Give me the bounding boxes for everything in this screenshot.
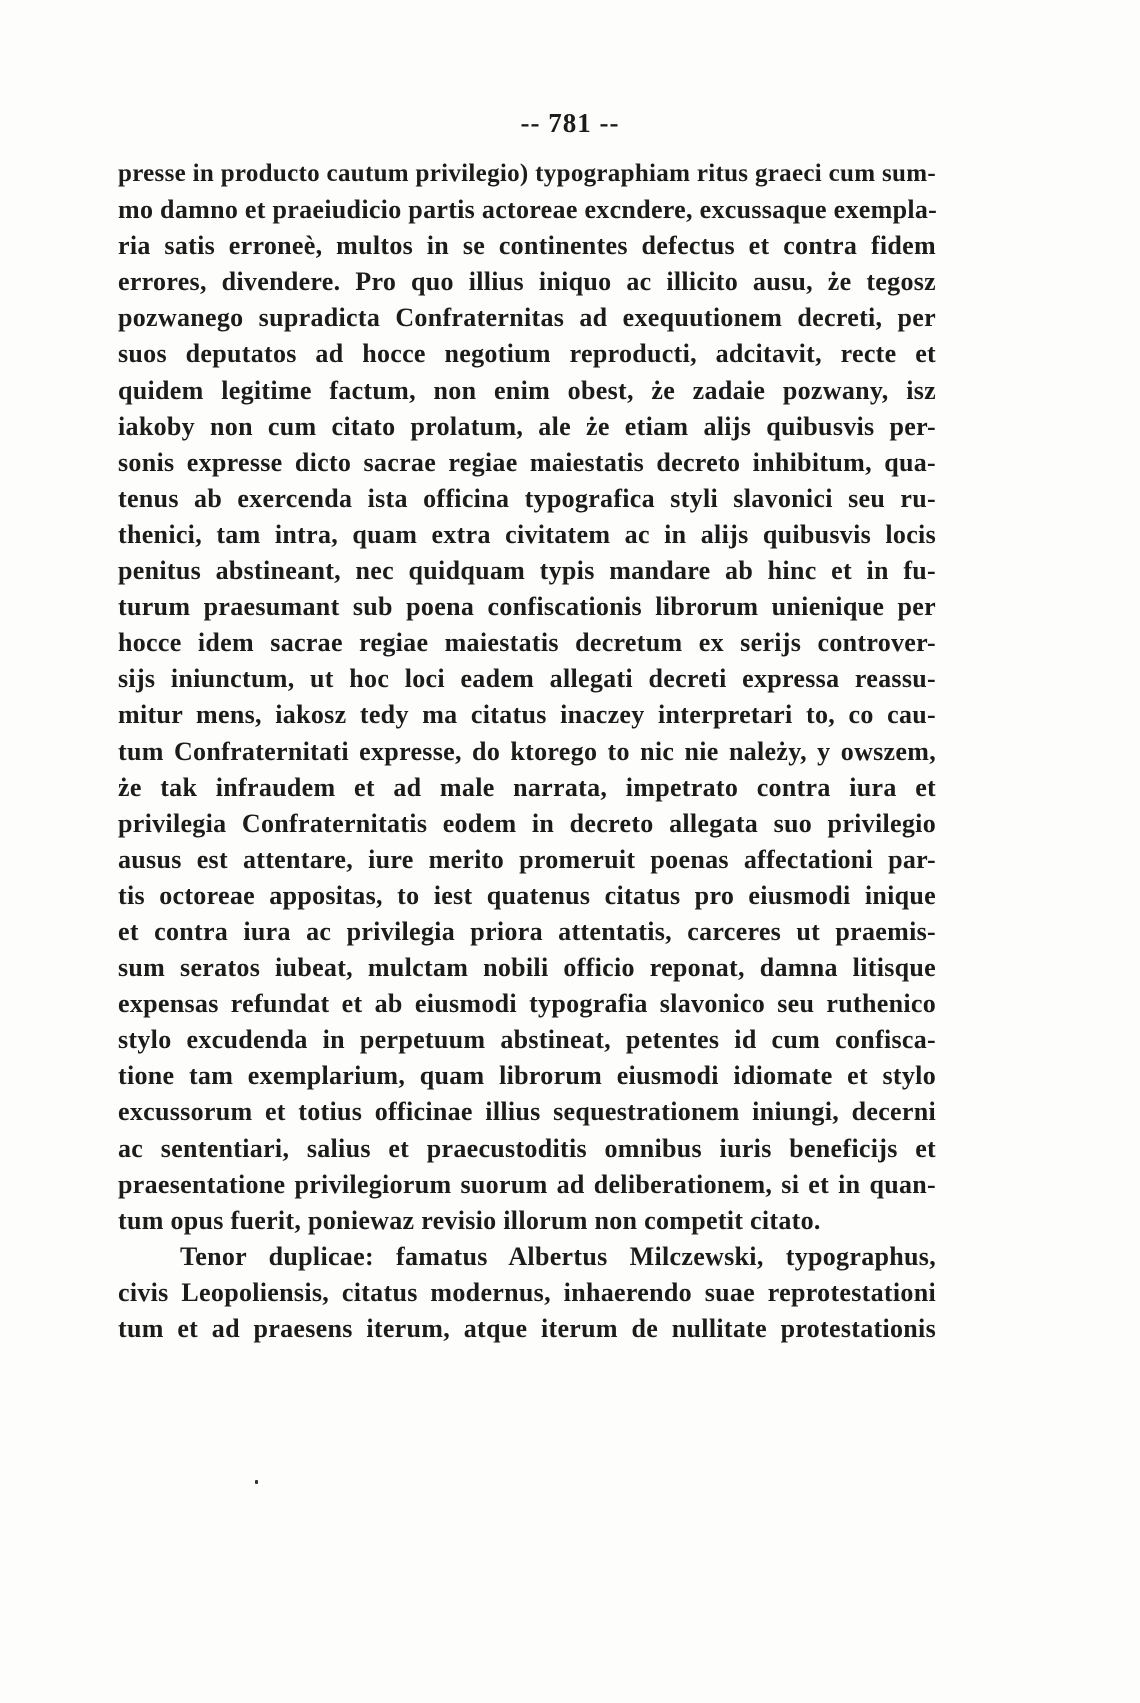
text-line: quidem legitime factum, non enim obest, że zadaie pozwany, isz: [118, 375, 936, 405]
text-line: stylo excudenda in perpetuum abstineat, petentes id cum confisca-: [118, 1025, 936, 1055]
text-line: pozwanego supradicta Confraternitas ad exequutionem decreti, per: [118, 303, 936, 333]
text-line: turum praesumant sub poena confiscationis librorum unienique per: [118, 592, 936, 622]
text-line: tis octoreae appositas, to iest quatenus citatus pro eiusmodi inique: [118, 880, 936, 910]
text-line: excussorum et totius officinae illius sequestrationem iniungi, decerni: [118, 1097, 936, 1127]
text-line: tione tam exemplarium, quam librorum eiusmodi idiomate et stylo: [118, 1061, 936, 1091]
text-line: ac sententiari, salius et praecustoditis omnibus iuris beneficijs et: [118, 1133, 936, 1163]
text-line: ria satis erroneè, multos in se continentes defectus et contra fidem: [118, 231, 936, 261]
text-line: sijs iniunctum, ut hoc loci eadem allegati decreti expressa reassu-: [118, 664, 936, 694]
text-line: praesentatione privilegiorum suorum ad deliberationem, si et in quan-: [118, 1169, 936, 1199]
page-number: -- 781 --: [520, 108, 620, 138]
text-line: civis Leopoliensis, citatus modernus, inhaerendo suae reprotestationi: [118, 1277, 936, 1307]
text-line: mitur mens, iakosz tedy ma citatus inaczey interpretari to, co cau-: [118, 700, 936, 730]
text-line: tum et ad praesens iterum, atque iterum de nullitate protestationis: [118, 1314, 936, 1343]
text-line: hocce idem sacrae regiae maiestatis decretum ex serijs controver-: [118, 628, 936, 658]
text-line: suos deputatos ad hocce negotium reproducti, adcitavit, recte et: [118, 339, 936, 369]
text-line: tum Confraternitati expresse, do ktorego to nic nie należy, y owszem,: [118, 736, 936, 766]
text-line: et contra iura ac privilegia priora attentatis, carceres ut praemis-: [118, 916, 936, 946]
paragraph-end-line: tum opus fuerit, poniewaz revisio illorum non competit citato.: [118, 1205, 821, 1235]
text-line: że tak infraudem et ad male narrata, impetrato contra iura et: [118, 772, 936, 802]
body-text: [118, 156, 936, 1347]
text-line: expensas refundat et ab eiusmodi typografia slavonico seu ruthenico: [118, 989, 936, 1019]
text-line: sum seratos iubeat, mulctam nobili officio reponat, damna litisque: [118, 953, 936, 983]
text-line: iakoby non cum citato prolatum, ale że etiam alijs quibusvis per-: [118, 411, 936, 441]
text-line: penitus abstineant, nec quidquam typis mandare ab hinc et in fu-: [118, 556, 936, 586]
paragraph-start-line: Tenor duplicae: famatus Albertus Milczewski, typographus,: [180, 1241, 936, 1271]
ink-speck: [255, 1480, 258, 1484]
text-line: sonis expresse dicto sacrae regiae maiestatis decreto inhibitum, qua-: [118, 447, 936, 477]
text-line: errores, divendere. Pro quo illius iniquo ac illicito ausu, że tegosz: [118, 267, 936, 297]
text-line: presse in producto cautum privilegio) typographiam ritus graeci cum sum-: [118, 160, 936, 187]
text-line: ausus est attentare, iure merito promeruit poenas affectationi par-: [118, 844, 936, 874]
text-line: mo damno et praeiudicio partis actoreae excndere, excussaque exempla-: [118, 195, 938, 225]
text-line: tenus ab exercenda ista officina typografica styli slavonici seu ru-: [118, 483, 936, 513]
text-line: privilegia Confraternitatis eodem in decreto allegata suo privilegio: [118, 808, 936, 838]
text-line: thenici, tam intra, quam extra civitatem ac in alijs quibusvis locis: [118, 519, 936, 549]
